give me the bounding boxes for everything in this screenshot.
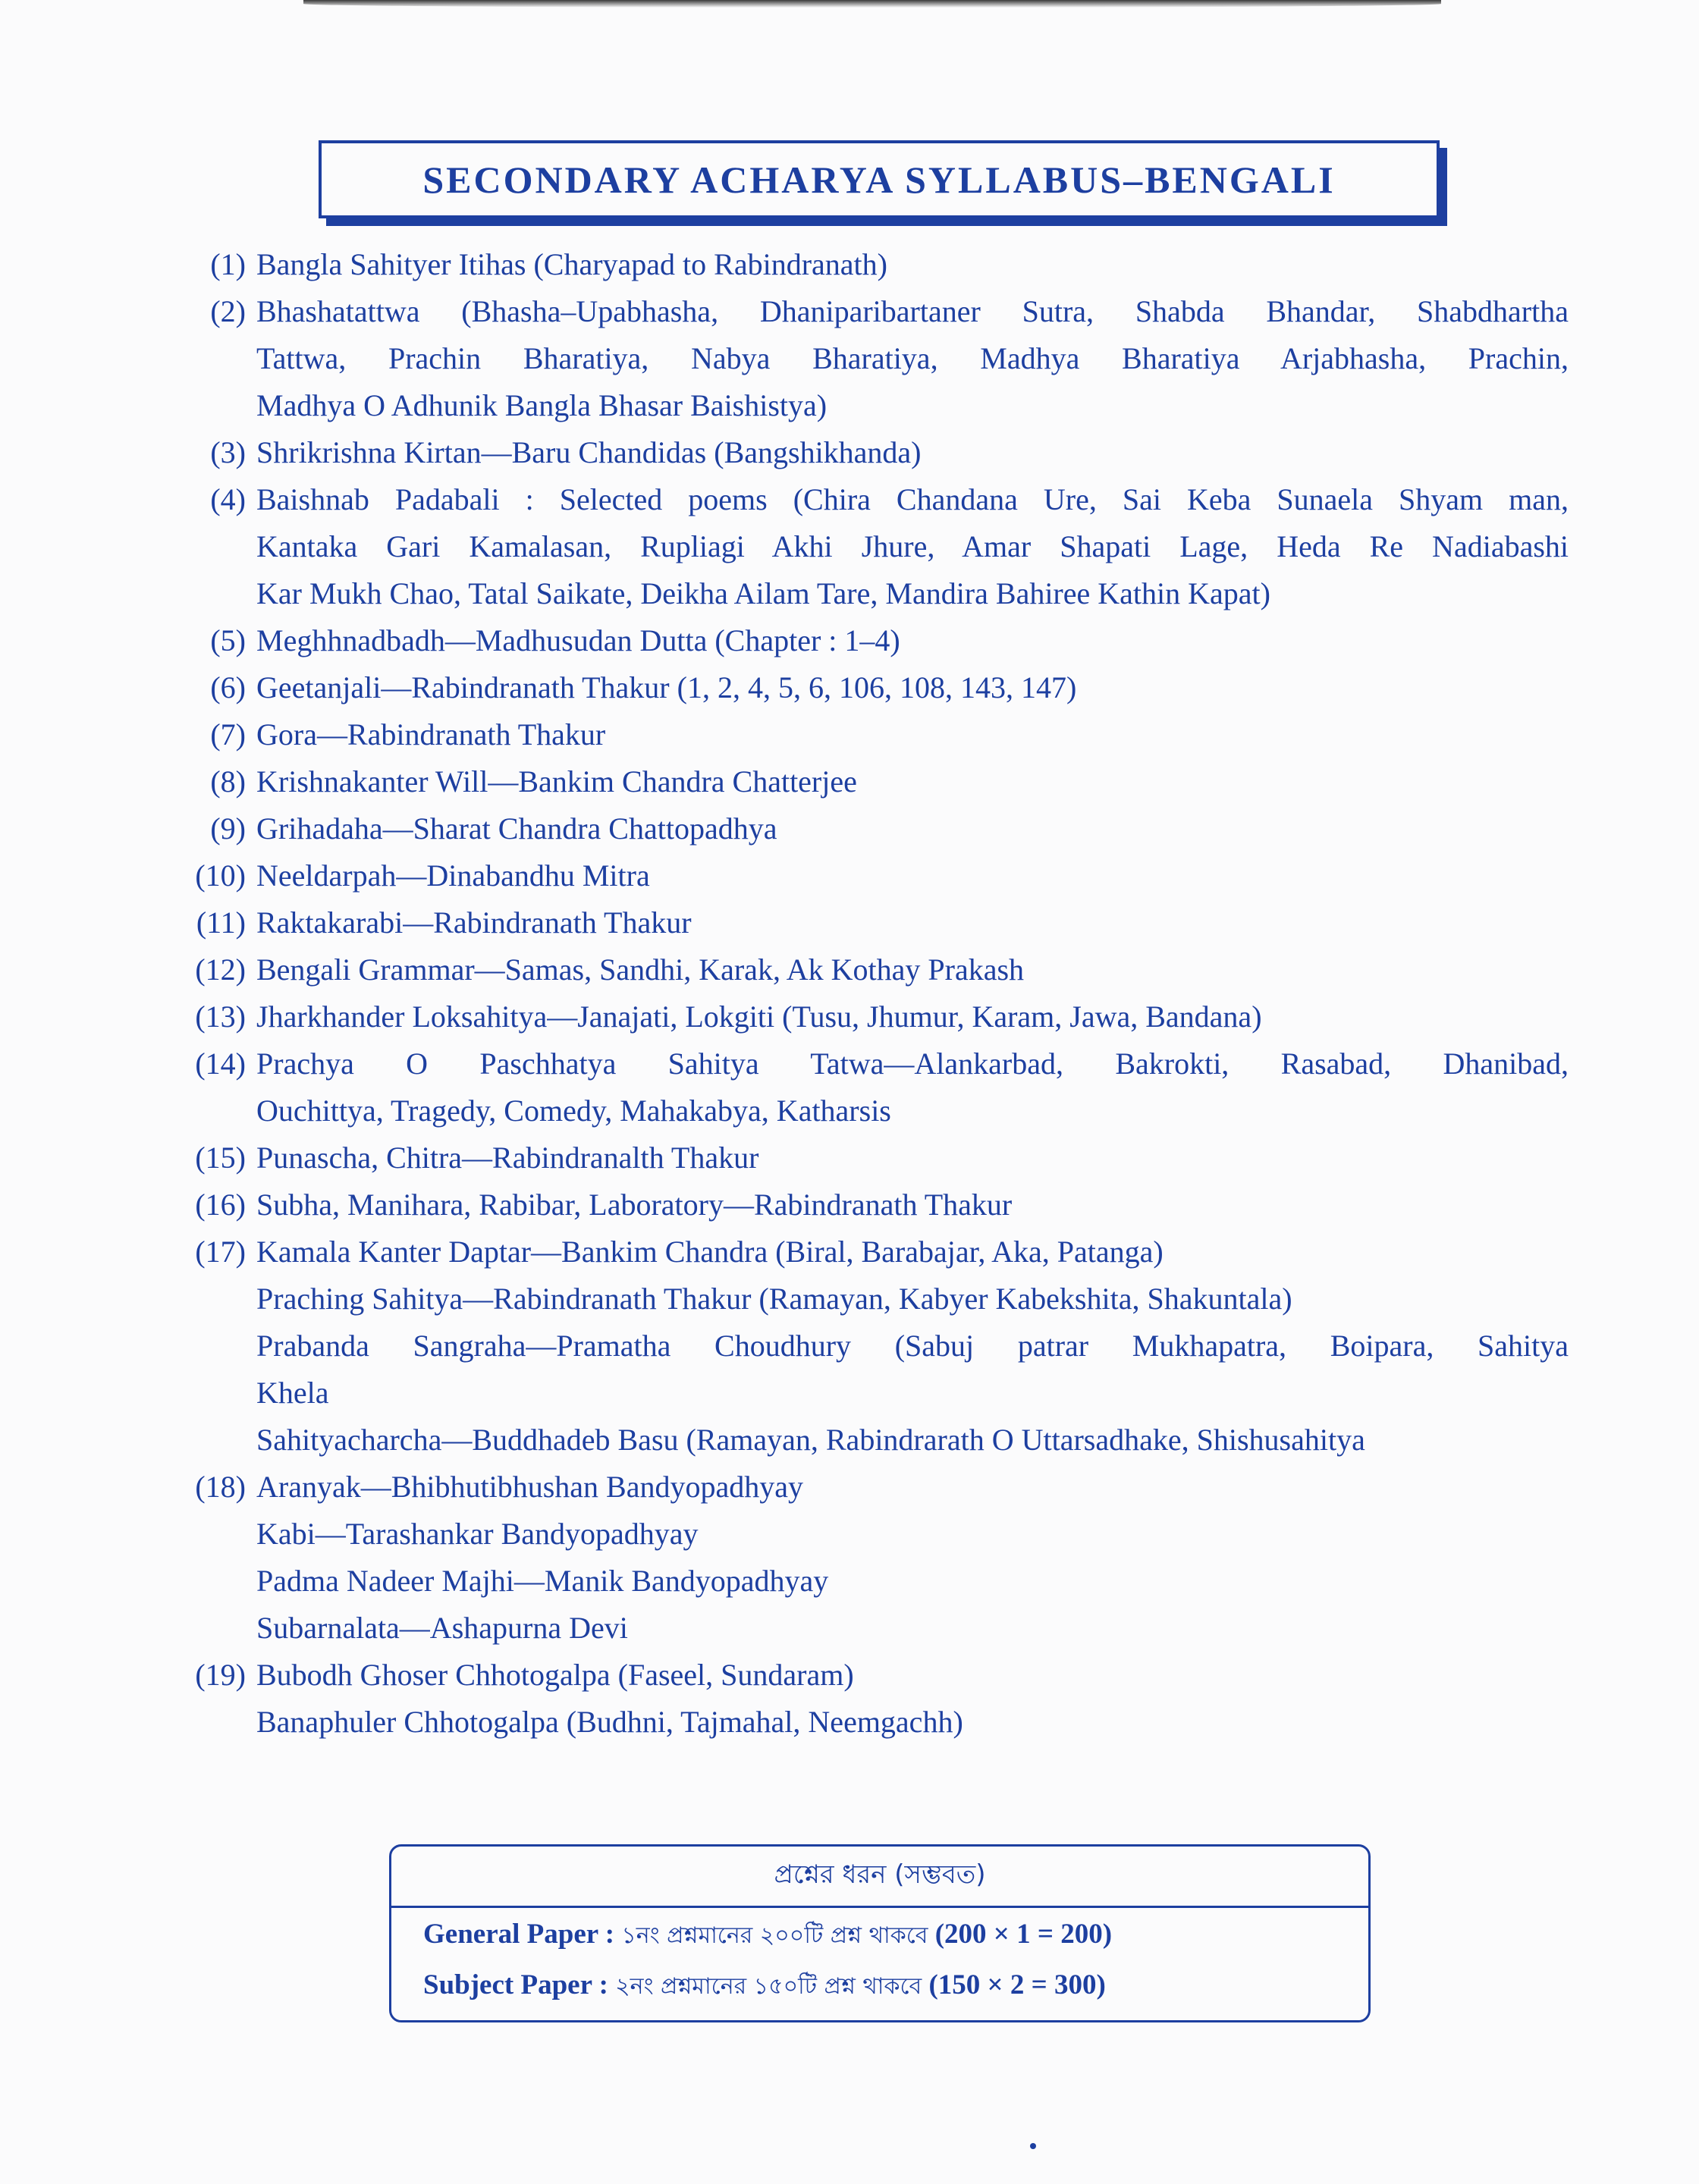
syllabus-item-text	[256, 1134, 1616, 1181]
syllabus-item-line: Kantaka Gari Kamalasan, Rupliagi Akhi Jhure, Amar Shapati Lage, Heda Re Nadiabashi	[256, 529, 1569, 563]
syllabus-item-text	[256, 711, 1616, 758]
page-title: SECONDARY ACHARYA SYLLABUS–BENGALI	[422, 158, 1336, 201]
syllabus-item-number: (17)	[195, 1235, 246, 1269]
page-top-shadow	[303, 0, 1441, 8]
syllabus-item	[174, 711, 1616, 758]
syllabus-item-line: Aranyak—Bhibhutibhushan Bandyopadhyay	[256, 1470, 803, 1504]
syllabus-item-line: Gora—Rabindranath Thakur	[256, 717, 606, 752]
syllabus-item-number: (9)	[210, 811, 246, 846]
syllabus-item	[174, 1181, 1616, 1228]
question-pattern-title: প্রশ্নের ধরন (সম্ভবত)	[391, 1847, 1368, 1908]
syllabus-item-line: Bhashatattwa (Bhasha–Upabhasha, Dhaniparibartaner Sutra, Shabda Bhandar, Shabdhartha	[256, 294, 1569, 328]
syllabus-item-text	[256, 1181, 1616, 1228]
syllabus-item-text	[256, 993, 1616, 1040]
syllabus-item-line: Khela	[256, 1376, 329, 1410]
syllabus-item-number: (8)	[210, 764, 246, 799]
syllabus-item-line: Neeldarpah—Dinabandhu Mitra	[256, 858, 650, 893]
syllabus-item-number: (4)	[210, 482, 246, 516]
syllabus-item-number: (14)	[195, 1046, 246, 1081]
syllabus-item-text	[256, 476, 1616, 617]
syllabus-item-text	[256, 1652, 1616, 1746]
syllabus-item	[174, 805, 1616, 852]
syllabus-item-line: Grihadaha—Sharat Chandra Chattopadhya	[256, 811, 777, 846]
syllabus-item-text	[256, 805, 1616, 852]
syllabus-item-line: Ouchittya, Tragedy, Comedy, Mahakabya, Katharsis	[256, 1094, 891, 1128]
syllabus-item-number: (19)	[195, 1658, 246, 1692]
syllabus-item	[174, 1652, 1616, 1746]
page-mark-dot	[1030, 2143, 1036, 2149]
syllabus-item-text	[256, 664, 1616, 711]
syllabus-item-line: Bubodh Ghoser Chhotogalpa (Faseel, Sundaram)	[256, 1658, 854, 1692]
syllabus-item-line: Banaphuler Chhotogalpa (Budhni, Tajmahal, Neemgachh)	[256, 1705, 963, 1739]
syllabus-item-line: Meghhnadbadh—Madhusudan Dutta (Chapter : 1–4)	[256, 623, 900, 657]
syllabus-item-line: Kamala Kanter Daptar—Bankim Chandra (Biral, Barabajar, Aka, Patanga)	[256, 1235, 1164, 1269]
syllabus-item-line: Punascha, Chitra—Rabindranalth Thakur	[256, 1141, 759, 1175]
syllabus-item-line: Raktakarabi—Rabindranath Thakur	[256, 905, 692, 940]
syllabus-item-text	[256, 288, 1616, 429]
general-paper-row	[423, 1917, 1112, 1956]
title-box	[319, 140, 1440, 218]
syllabus-item	[174, 758, 1616, 805]
syllabus-item-line: Baishnab Padabali : Selected poems (Chira Chandana Ure, Sai Keba Sunaela Shyam man,	[256, 482, 1569, 516]
syllabus-item-text	[256, 617, 1616, 664]
syllabus-item	[174, 1040, 1616, 1134]
syllabus-item-line: Bangla Sahityer Itihas (Charyapad to Rabindranath)	[256, 247, 887, 281]
syllabus-item-number: (2)	[210, 294, 246, 328]
syllabus-item	[174, 429, 1616, 476]
syllabus-item-line: Padma Nadeer Majhi—Manik Bandyopadhyay	[256, 1564, 829, 1598]
syllabus-item-line: Kabi—Tarashankar Bandyopadhyay	[256, 1517, 699, 1551]
syllabus-item-number: (10)	[195, 858, 246, 893]
syllabus-item	[174, 1228, 1616, 1464]
subject-paper-formula: (150 × 2 = 300)	[928, 1969, 1106, 2000]
syllabus-item-number: (11)	[196, 905, 246, 940]
syllabus-item-line: Subha, Manihara, Rabibar, Laboratory—Rabindranath Thakur	[256, 1188, 1013, 1222]
subject-paper-row	[423, 1968, 1106, 2007]
syllabus-item	[174, 993, 1616, 1040]
syllabus-item-line: Kar Mukh Chao, Tatal Saikate, Deikha Ailam Tare, Mandira Bahiree Kathin Kapat)	[256, 576, 1270, 610]
syllabus-item-text	[256, 429, 1616, 476]
syllabus-item-line: Shrikrishna Kirtan—Baru Chandidas (Bangshikhanda)	[256, 435, 922, 469]
syllabus-item-number: (5)	[210, 623, 246, 657]
syllabus-item	[174, 899, 1616, 946]
syllabus-item-line: Bengali Grammar—Samas, Sandhi, Karak, Ak Kothay Prakash	[256, 952, 1025, 987]
syllabus-list	[174, 241, 1616, 1746]
syllabus-item	[174, 852, 1616, 899]
syllabus-item-line: Subarnalata—Ashapurna Devi	[256, 1611, 628, 1645]
syllabus-item-line: Sahityacharcha—Buddhadeb Basu (Ramayan, Rabindrarath O Uttarsadhake, Shishusahitya	[256, 1423, 1365, 1457]
syllabus-item-line: Praching Sahitya—Rabindranath Thakur (Ramayan, Kabyer Kabekshita, Shakuntala)	[256, 1282, 1292, 1316]
syllabus-item-text	[256, 758, 1616, 805]
syllabus-item	[174, 1464, 1616, 1652]
syllabus-item-line: Geetanjali—Rabindranath Thakur (1, 2, 4, 5, 6, 106, 108, 143, 147)	[256, 670, 1077, 704]
syllabus-item-line: Madhya O Adhunik Bangla Bhasar Baishistya)	[256, 388, 828, 422]
syllabus-item-text	[256, 852, 1616, 899]
syllabus-item-number: (16)	[195, 1188, 246, 1222]
syllabus-item	[174, 664, 1616, 711]
general-paper-formula: (200 × 1 = 200)	[934, 1919, 1113, 1950]
syllabus-item-line: Krishnakanter Will—Bankim Chandra Chatterjee	[256, 764, 857, 799]
syllabus-item-text	[256, 1464, 1616, 1652]
syllabus-item-text	[256, 946, 1616, 993]
syllabus-item-number: (18)	[195, 1470, 246, 1504]
general-paper-text: ১নং প্রশ্নমানের ২০০টি প্রশ্ন থাকবে	[621, 1922, 928, 1949]
syllabus-item-text	[256, 1040, 1616, 1134]
syllabus-item	[174, 617, 1616, 664]
syllabus-item-line: Prabanda Sangraha—Pramatha Choudhury (Sabuj patrar Mukhapatra, Boipara, Sahitya	[256, 1329, 1569, 1363]
syllabus-item	[174, 476, 1616, 617]
syllabus-item-number: (1)	[210, 247, 246, 281]
syllabus-item-number: (13)	[195, 999, 246, 1034]
question-pattern-box	[389, 1844, 1371, 2022]
syllabus-item-text	[256, 241, 1616, 288]
syllabus-item-text	[256, 1228, 1616, 1464]
general-paper-label: General Paper :	[423, 1919, 615, 1950]
subject-paper-label: Subject Paper :	[423, 1969, 608, 2000]
syllabus-item-text	[256, 899, 1616, 946]
syllabus-item-line: Prachya O Paschhatya Sahitya Tatwa—Alankarbad, Bakrokti, Rasabad, Dhanibad,	[256, 1046, 1569, 1081]
syllabus-item-number: (15)	[195, 1141, 246, 1175]
syllabus-item	[174, 946, 1616, 993]
syllabus-item	[174, 288, 1616, 429]
syllabus-item	[174, 1134, 1616, 1181]
syllabus-item-number: (3)	[210, 435, 246, 469]
syllabus-item-number: (6)	[210, 670, 246, 704]
syllabus-item-line: Tattwa, Prachin Bharatiya, Nabya Bharatiya, Madhya Bharatiya Arjabhasha, Prachin,	[256, 341, 1569, 375]
syllabus-item-number: (7)	[210, 717, 246, 752]
subject-paper-text: ২নং প্রশ্নমানের ১৫০টি প্রশ্ন থাকবে	[615, 1973, 922, 2000]
syllabus-item	[174, 241, 1616, 288]
syllabus-item-line: Jharkhander Loksahitya—Janajati, Lokgiti (Tusu, Jhumur, Karam, Jawa, Bandana)	[256, 999, 1262, 1034]
syllabus-item-number: (12)	[195, 952, 246, 987]
